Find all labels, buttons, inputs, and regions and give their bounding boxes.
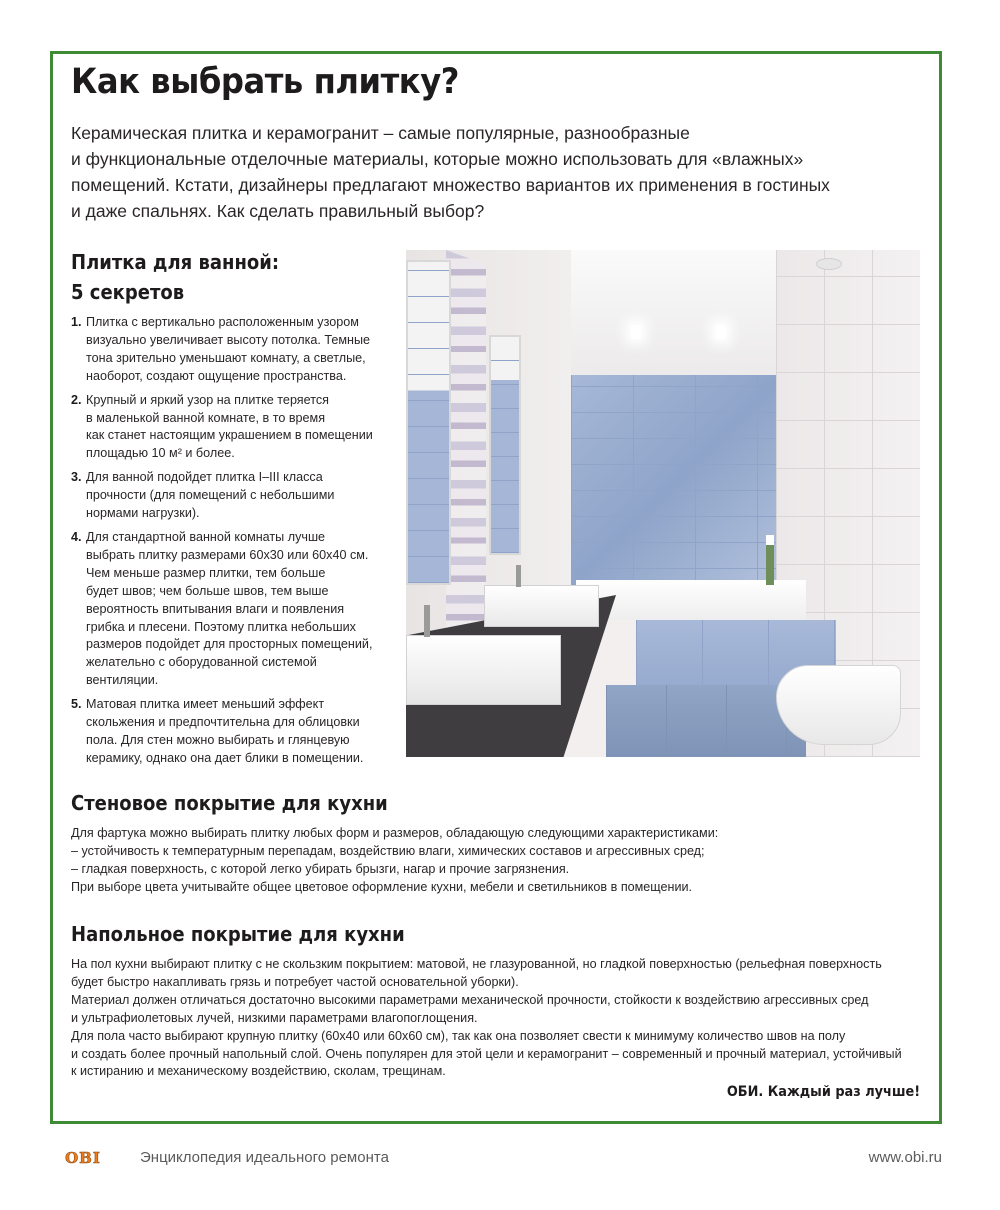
secret-line: как станет настоящим украшением в помещении: [86, 428, 373, 443]
floor-line: к истиранию и механическому воздействию, сколам, трещинам.: [71, 1064, 446, 1079]
photo-vent: [816, 258, 842, 270]
photo-ceiling-light: [631, 325, 641, 339]
photo-mirror: [406, 260, 451, 585]
secret-line: Матовая плитка имеет меньший эффект: [86, 697, 325, 712]
photo-flower-vase: [766, 535, 774, 585]
floor-heading: Напольное покрытие для кухни: [71, 922, 405, 946]
footer-url[interactable]: www.obi.ru: [868, 1149, 942, 1166]
secret-item: [71, 314, 401, 386]
intro-line: и функциональные отделочные материалы, которые можно использовать для «влажных»: [71, 149, 804, 169]
secret-number: 1.: [71, 315, 82, 329]
secret-number: 2.: [71, 392, 82, 407]
photo-toilet: [776, 665, 901, 745]
wall-line: – устойчивость к температурным перепадам, воздействию влаги, химических составов и агрессивных сред;: [71, 843, 705, 858]
photo-sink: [484, 585, 599, 627]
secret-line: нормами нагрузки).: [86, 506, 200, 521]
floor-line: и ультрафиолетовых лучей, низкими параметрами влагопоглощения.: [71, 1010, 478, 1025]
secret-number: 3.: [71, 470, 82, 485]
secret-line: Чем меньше размер плитки, тем больше: [86, 565, 326, 580]
floor-paragraph: [71, 956, 902, 1081]
bathroom-photo: [406, 250, 920, 757]
secret-line: Крупный и яркий узор на плитке теряется: [86, 392, 329, 407]
photo-ceiling-light: [716, 325, 726, 339]
secret-line: вероятность впитывания влаги и появления: [86, 601, 345, 616]
secret-line: Для стандартной ванной комнаты лучше: [86, 529, 326, 544]
wall-line: При выборе цвета учитывайте общее цветовое оформление кухни, мебели и светильников в помещении.: [71, 879, 693, 894]
wall-line: Для фартука можно выбирать плитку любых форм и размеров, обладающую следующими характеристиками:: [71, 826, 719, 840]
secret-line: выбрать плитку размерами 60x30 или 60x40 см.: [86, 547, 369, 562]
intro-line: помещений. Кстати, дизайнеры предлагают множество вариантов их применения в гостиных: [71, 175, 830, 195]
secret-line: будет швов; чем больше швов, тем выше: [86, 583, 329, 598]
secret-line: пола. Для стен можно выбирать и глянцевую: [86, 732, 350, 747]
floor-line: будет быстро накапливать грязь и потребует частой основательной уборки).: [71, 974, 519, 989]
obi-logo: OBI: [65, 1149, 101, 1167]
floor-line: Для пола часто выбирают крупную плитку (60x40 или 60x60 см), так как она позволяет свести к минимуму количество швов на полу: [71, 1028, 846, 1043]
secret-line: тона зрительно уменьшают комнату, а светлые,: [86, 350, 366, 365]
intro-line: и даже спальнях. Как сделать правильный выбор?: [71, 201, 485, 221]
footer-tagline: Энциклопедия идеального ремонта: [140, 1149, 389, 1166]
secret-line: Плитка с вертикально расположенным узором: [86, 315, 359, 329]
secret-item: [71, 696, 401, 768]
secret-line: вентиляции.: [86, 673, 159, 688]
slogan: ОБИ. Каждый раз лучше!: [726, 1084, 920, 1100]
secret-number: 5.: [71, 697, 82, 712]
floor-line: и создать более прочный напольный слой. Очень популярен для этой цели и керамогранит – современный и прочный материал, устойчивый: [71, 1046, 902, 1061]
wall-heading: Стеновое покрытие для кухни: [71, 791, 388, 815]
wall-line: – гладкая поверхность, с которой легко убирать брызги, нагар и прочие загрязнения.: [71, 861, 570, 876]
wall-paragraph: [71, 825, 718, 897]
floor-line: На пол кухни выбирают плитку с не скользким покрытием: матовой, не глазурованной, но гладкой поверхностью (рельефная поверхность: [71, 957, 882, 971]
photo-back-wall: [571, 375, 776, 595]
secret-item: [71, 392, 401, 464]
secret-item: [71, 469, 401, 523]
secret-line: наоборот, создают ощущение пространства.: [86, 368, 347, 383]
intro-line: Керамическая плитка и керамогранит – самые популярные, разнообразные: [71, 123, 690, 143]
secret-item: [71, 529, 401, 690]
secret-line: желательно с оборудованной системой: [86, 655, 317, 670]
photo-mirror: [489, 335, 521, 555]
photo-floral-strip: [446, 250, 486, 645]
secrets-list: [71, 314, 401, 774]
secret-line: прочности (для помещений с небольшими: [86, 488, 335, 503]
photo-sink: [406, 635, 561, 705]
secret-line: керамику, однако она дает блики в помещении.: [86, 750, 364, 765]
intro-paragraph: [71, 120, 931, 224]
secret-line: визуально увеличивает высоту потолка. Темные: [86, 332, 371, 347]
photo-faucet: [424, 605, 430, 637]
photo-faucet: [516, 565, 521, 587]
secret-line: в маленькой ванной комнате, в то время: [86, 410, 326, 425]
secret-line: размеров подойдет для просторных помещений,: [86, 637, 373, 652]
bath-heading-line: 5 секретов: [71, 280, 185, 304]
bath-heading-line: Плитка для ванной:: [71, 250, 280, 274]
secret-line: площадью 10 м² и более.: [86, 446, 235, 461]
floor-line: Материал должен отличаться достаточно высокими параметрами механической прочности, стойкости к воздействию агрессивных сред: [71, 992, 869, 1007]
secret-line: грибка и плесени. Поэтому плитка небольших: [86, 619, 356, 634]
secret-number: 4.: [71, 529, 82, 544]
bath-heading: [71, 247, 279, 307]
secret-line: скольжения и предпочтительна для облицовки: [86, 715, 360, 730]
secret-line: Для ванной подойдет плитка I–III класса: [86, 470, 323, 485]
page-title: Как выбрать плитку?: [71, 62, 459, 102]
